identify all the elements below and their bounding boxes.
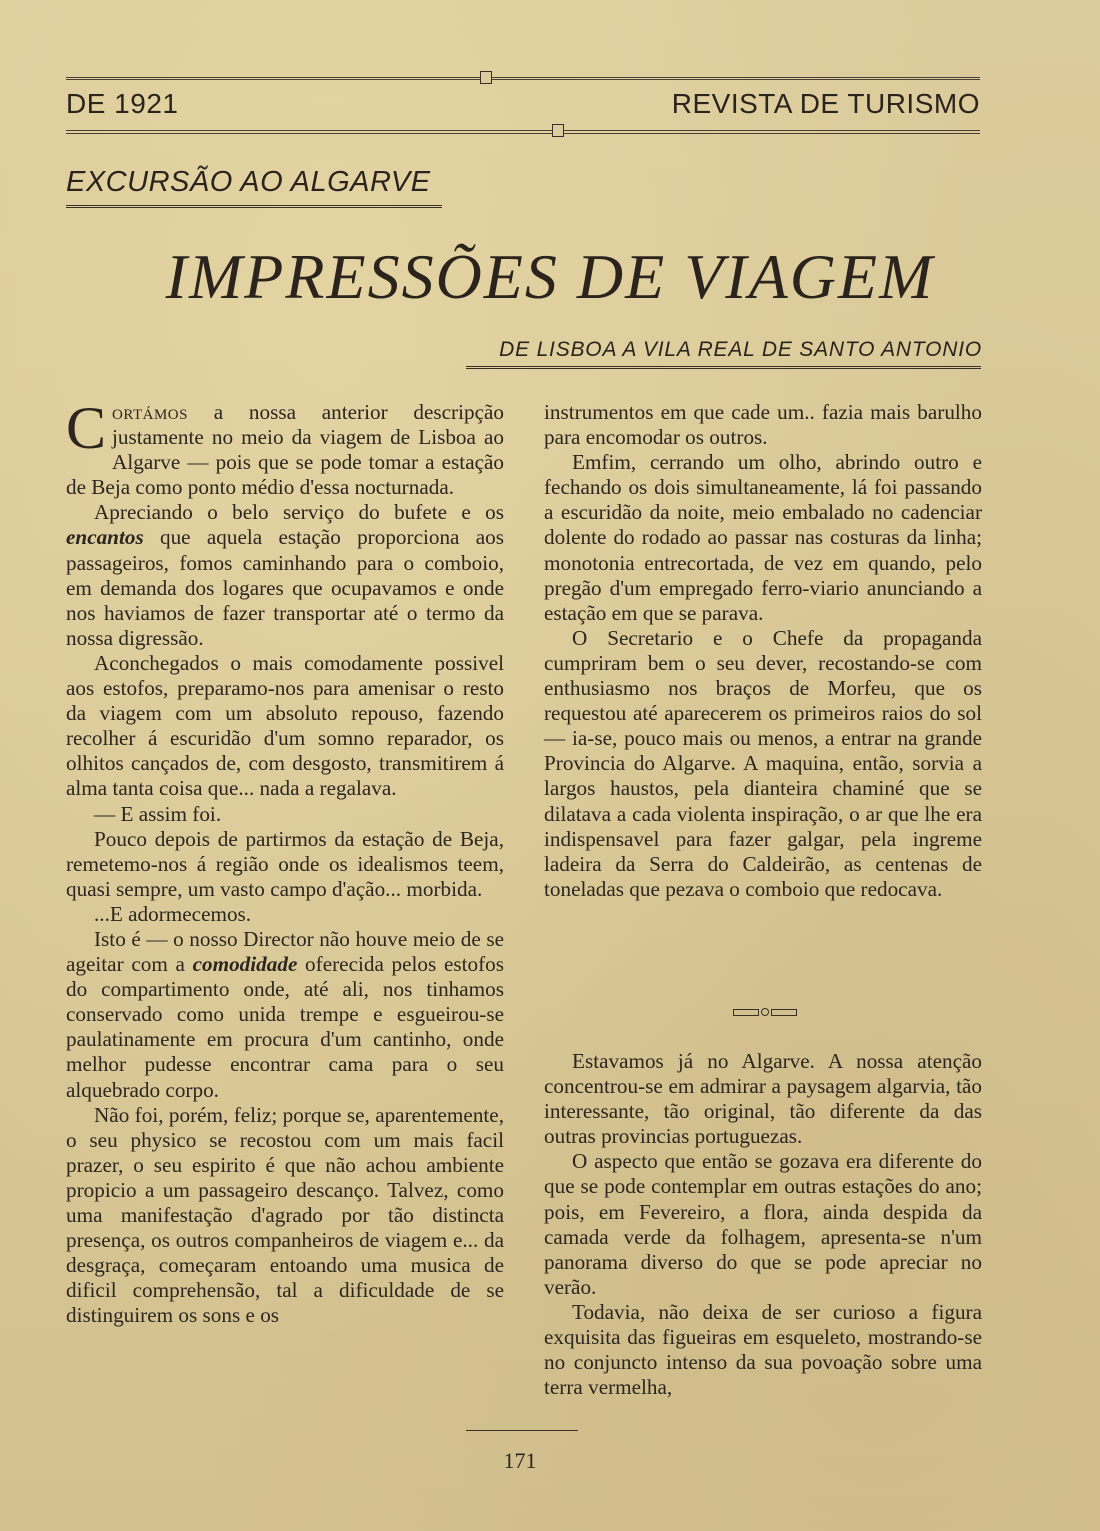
paragraph bbox=[66, 395, 504, 500]
paragraph-text: que aquela estação proporciona aos passageiros, fomos caminhando para o comboio, em demanda dos logares que ocupavamos e onde nos haviamos de fazer transportar até o termo da nossa digressão. bbox=[66, 525, 504, 650]
paragraph bbox=[66, 927, 504, 1103]
emphasis-text: encantos bbox=[66, 525, 144, 550]
footer-rule bbox=[466, 1430, 578, 1431]
opening-word: ortámos bbox=[112, 400, 188, 424]
section-title: EXCURSÃO AO ALGARVE bbox=[66, 166, 431, 198]
header-bottom-ornament bbox=[552, 124, 564, 137]
paragraph: O aspecto que então se gozava era diferente do que se pode contemplar em outras estações do ano; pois, em Fevereiro, a flora, ainda despida da camada verde da folhagem, apresenta-se n'um panorama diverso do que se pode apreciar no verão. bbox=[544, 1149, 982, 1299]
right-column-continued bbox=[544, 1049, 982, 1400]
header-top-ornament bbox=[480, 71, 492, 84]
paragraph: — E assim foi. bbox=[94, 801, 222, 826]
paragraph-text: oferecida pelos estofos do compartimento onde, até ali, nos tinhamos conservado como unida trempe e esgueirou-se paulatinamente em procura d'um cantinho, onde melhor pudesse encontrar cama para o seu alquebrado corpo. bbox=[66, 952, 504, 1102]
left-column bbox=[66, 395, 504, 1328]
paragraph: Não foi, porém, feliz; porque se, aparentemente, o seu physico se recostou com um mais facil prazer, o seu espirito é que não achou ambiente propicio a um passageiro descanço. Talvez, como uma manifestação d'agrado por tão distincta presença, os outros companheiros de viagem e... da desgraça, começaram entoando uma musica de dificil comprehensão, tal a dificuldade de se distinguirem os sons e os bbox=[66, 1102, 504, 1328]
header-publication: REVISTA DE TURISMO bbox=[671, 88, 980, 119]
subtitle-underline bbox=[466, 366, 981, 369]
article-subtitle: DE LISBOA A VILA REAL DE SANTO ANTONIO bbox=[499, 338, 982, 361]
article-title: IMPRESSÕES DE VIAGEM bbox=[165, 241, 935, 312]
paragraph: Estavamos já no Algarve. A nossa atenção concentrou-se em admirar a paysagem algarvia, tão interessante, tão original, tão diferente da das outras provincias portuguezas. bbox=[544, 1049, 982, 1149]
paragraph: Aconchegados o mais comodamente possivel aos estofos, preparamo-nos para amenisar o resto da viagem com um absoluto repouso, fazendo recolher á escuridão d'um somno reparador, os olhitos cançados de, com desgosto, transmitirem á alma tanta coisa que... nada a regalava. bbox=[66, 650, 504, 801]
header-top-rule bbox=[66, 77, 980, 80]
section-break-ornament bbox=[733, 1006, 797, 1018]
paragraph-text: a nossa anterior descripção justamente no meio da viagem de Lisboa ao Algarve — pois que se pode tomar a estação de Beja como ponto médio d'essa nocturnada. bbox=[66, 400, 504, 500]
paragraph: Pouco depois de partirmos da estação de Beja, remetemo-nos á região onde os idealismos teem, quasi sempre, um vasto campo d'ação... morbida. bbox=[66, 826, 504, 901]
ornament-bar bbox=[771, 1009, 797, 1016]
paragraph: instrumentos em que cade um.. fazia mais barulho para encomodar os outros. bbox=[544, 400, 982, 450]
header-date: DE 1921 bbox=[66, 88, 179, 119]
right-column bbox=[544, 400, 982, 902]
paragraph: O Secretario e o Chefe da propaganda cumpriram bem o seu dever, recostando-se com enthusiasmo nos braços de Morfeu, que os requestou até aparecerem os primeiros raios do sol — ia-se, pouco mais ou menos, a entrar na grande Provincia do Algarve. A maquina, então, sorvia a largos haustos, pela dianteira chaminé que se dilatava a cada violenta inspiração, o ar que lhe era indispensavel para fazer galgar, pela ingreme ladeira da Serra do Caldeirão, as centenas de toneladas que pezava o comboio que redocava. bbox=[544, 625, 982, 901]
ornament-bar bbox=[733, 1009, 759, 1016]
section-title-underline bbox=[66, 205, 442, 208]
paragraph: Todavia, não deixa de ser curioso a figura exquisita das figueiras em esqueleto, mostrando-se no conjuncto intenso da sua povoação sobre uma terra vermelha, bbox=[544, 1299, 982, 1400]
drop-cap: C bbox=[66, 395, 107, 461]
paragraph-text: Apreciando o belo serviço do bufete e os bbox=[94, 500, 504, 525]
ornament-circle bbox=[761, 1008, 769, 1016]
header-bottom-rule bbox=[66, 130, 980, 134]
emphasis-text: comodidade bbox=[192, 952, 298, 977]
paragraph bbox=[66, 500, 504, 651]
paragraph-text: Isto é — o nosso Director não houve meio de se ageitar com a bbox=[66, 926, 504, 977]
page-number: 171 bbox=[503, 1448, 537, 1473]
paragraph: Emfim, cerrando um olho, abrindo outro e fechando os dois simultaneamente, lá foi passando a escuridão da noite, meio embalado no cadenciar dolente do rodado ao passar nas costuras da linha; monotonia entrecortada, de vez em quando, pelo pregão d'um empregado ferro-viario anunciando a estação em que se parava. bbox=[544, 450, 982, 625]
paragraph: ...E adormecemos. bbox=[94, 901, 252, 926]
